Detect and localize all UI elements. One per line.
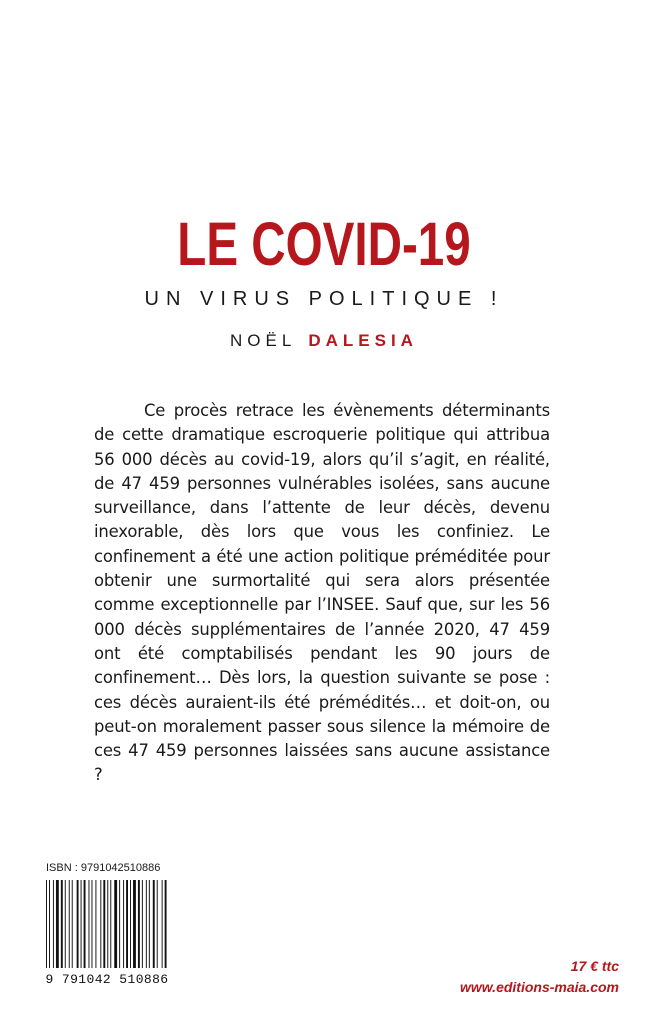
barcode-bar (89, 880, 90, 972)
book-subtitle: UN VIRUS POLITIQUE ! (144, 288, 504, 310)
author-name (0, 331, 648, 351)
barcode-bar (81, 880, 82, 972)
barcode-bar (126, 880, 128, 972)
book-title: LE COVID-19 (177, 210, 471, 278)
barcode-bar (153, 880, 155, 972)
barcode-bar (146, 880, 147, 972)
barcode-bar (130, 880, 131, 972)
barcode-bar (95, 880, 96, 972)
barcode-bar (114, 880, 117, 972)
barcode-bar (157, 880, 158, 972)
barcode-bar (123, 880, 124, 972)
barcode-bar (77, 880, 79, 972)
barcode-bar (100, 880, 101, 972)
back-cover-summary: Ce procès retrace les évènements déterminants de cette dramatique escroquerie politique qui attribua 56 000 décès au covid-19, alors qu’il s’agit, en réalité, de 47 459 personnes vulnérables isolées, sans aucune surveillance, dans l’attente de leur décès, devenu inexorable, dès lors que vous les confiniez. Le confinement a été une action politique préméditée pour obtenir une surmortalité qui sera alors présentée comme exceptionnelle par l’INSEE. Sauf que, sur les 56 000 décès supplémentaires de l’année 2020, 47 459 ont été comptabilisés pendant les 90 jours de confinement… Dès lors, la question suivante se pose : ces décès auraient-ils été prémédités… et doit-on, ou peut-on moralement passer sous silence la mémoire de ces 47 459 personnes laissées sans aucune assistance ? (94, 401, 550, 785)
barcode-bar (149, 880, 150, 972)
author-last-name: DALESIA (308, 331, 418, 350)
barcode-bar (103, 880, 105, 972)
barcode-bar (162, 880, 163, 972)
barcode-bar (53, 880, 54, 972)
barcode-digits: 9 791042 510886 (44, 968, 170, 992)
barcode-bar (69, 880, 70, 972)
barcode-bar (119, 880, 120, 972)
barcode-bar (92, 880, 93, 972)
barcode-bar (61, 880, 63, 972)
barcode-bar (138, 880, 140, 972)
publisher-website: www.editions-maia.com (460, 979, 619, 995)
author-first-name: NOËL (230, 331, 297, 350)
barcode-bar (84, 880, 86, 972)
barcode-bar (142, 880, 143, 972)
barcode-bar (133, 880, 136, 972)
barcode-bar (56, 880, 59, 972)
barcode-bar (165, 880, 167, 972)
isbn-label: ISBN : 9791042510886 (46, 862, 161, 874)
price: 17 € ttc (570, 958, 619, 974)
barcode-bar (72, 880, 73, 972)
barcode-bar (65, 880, 66, 972)
